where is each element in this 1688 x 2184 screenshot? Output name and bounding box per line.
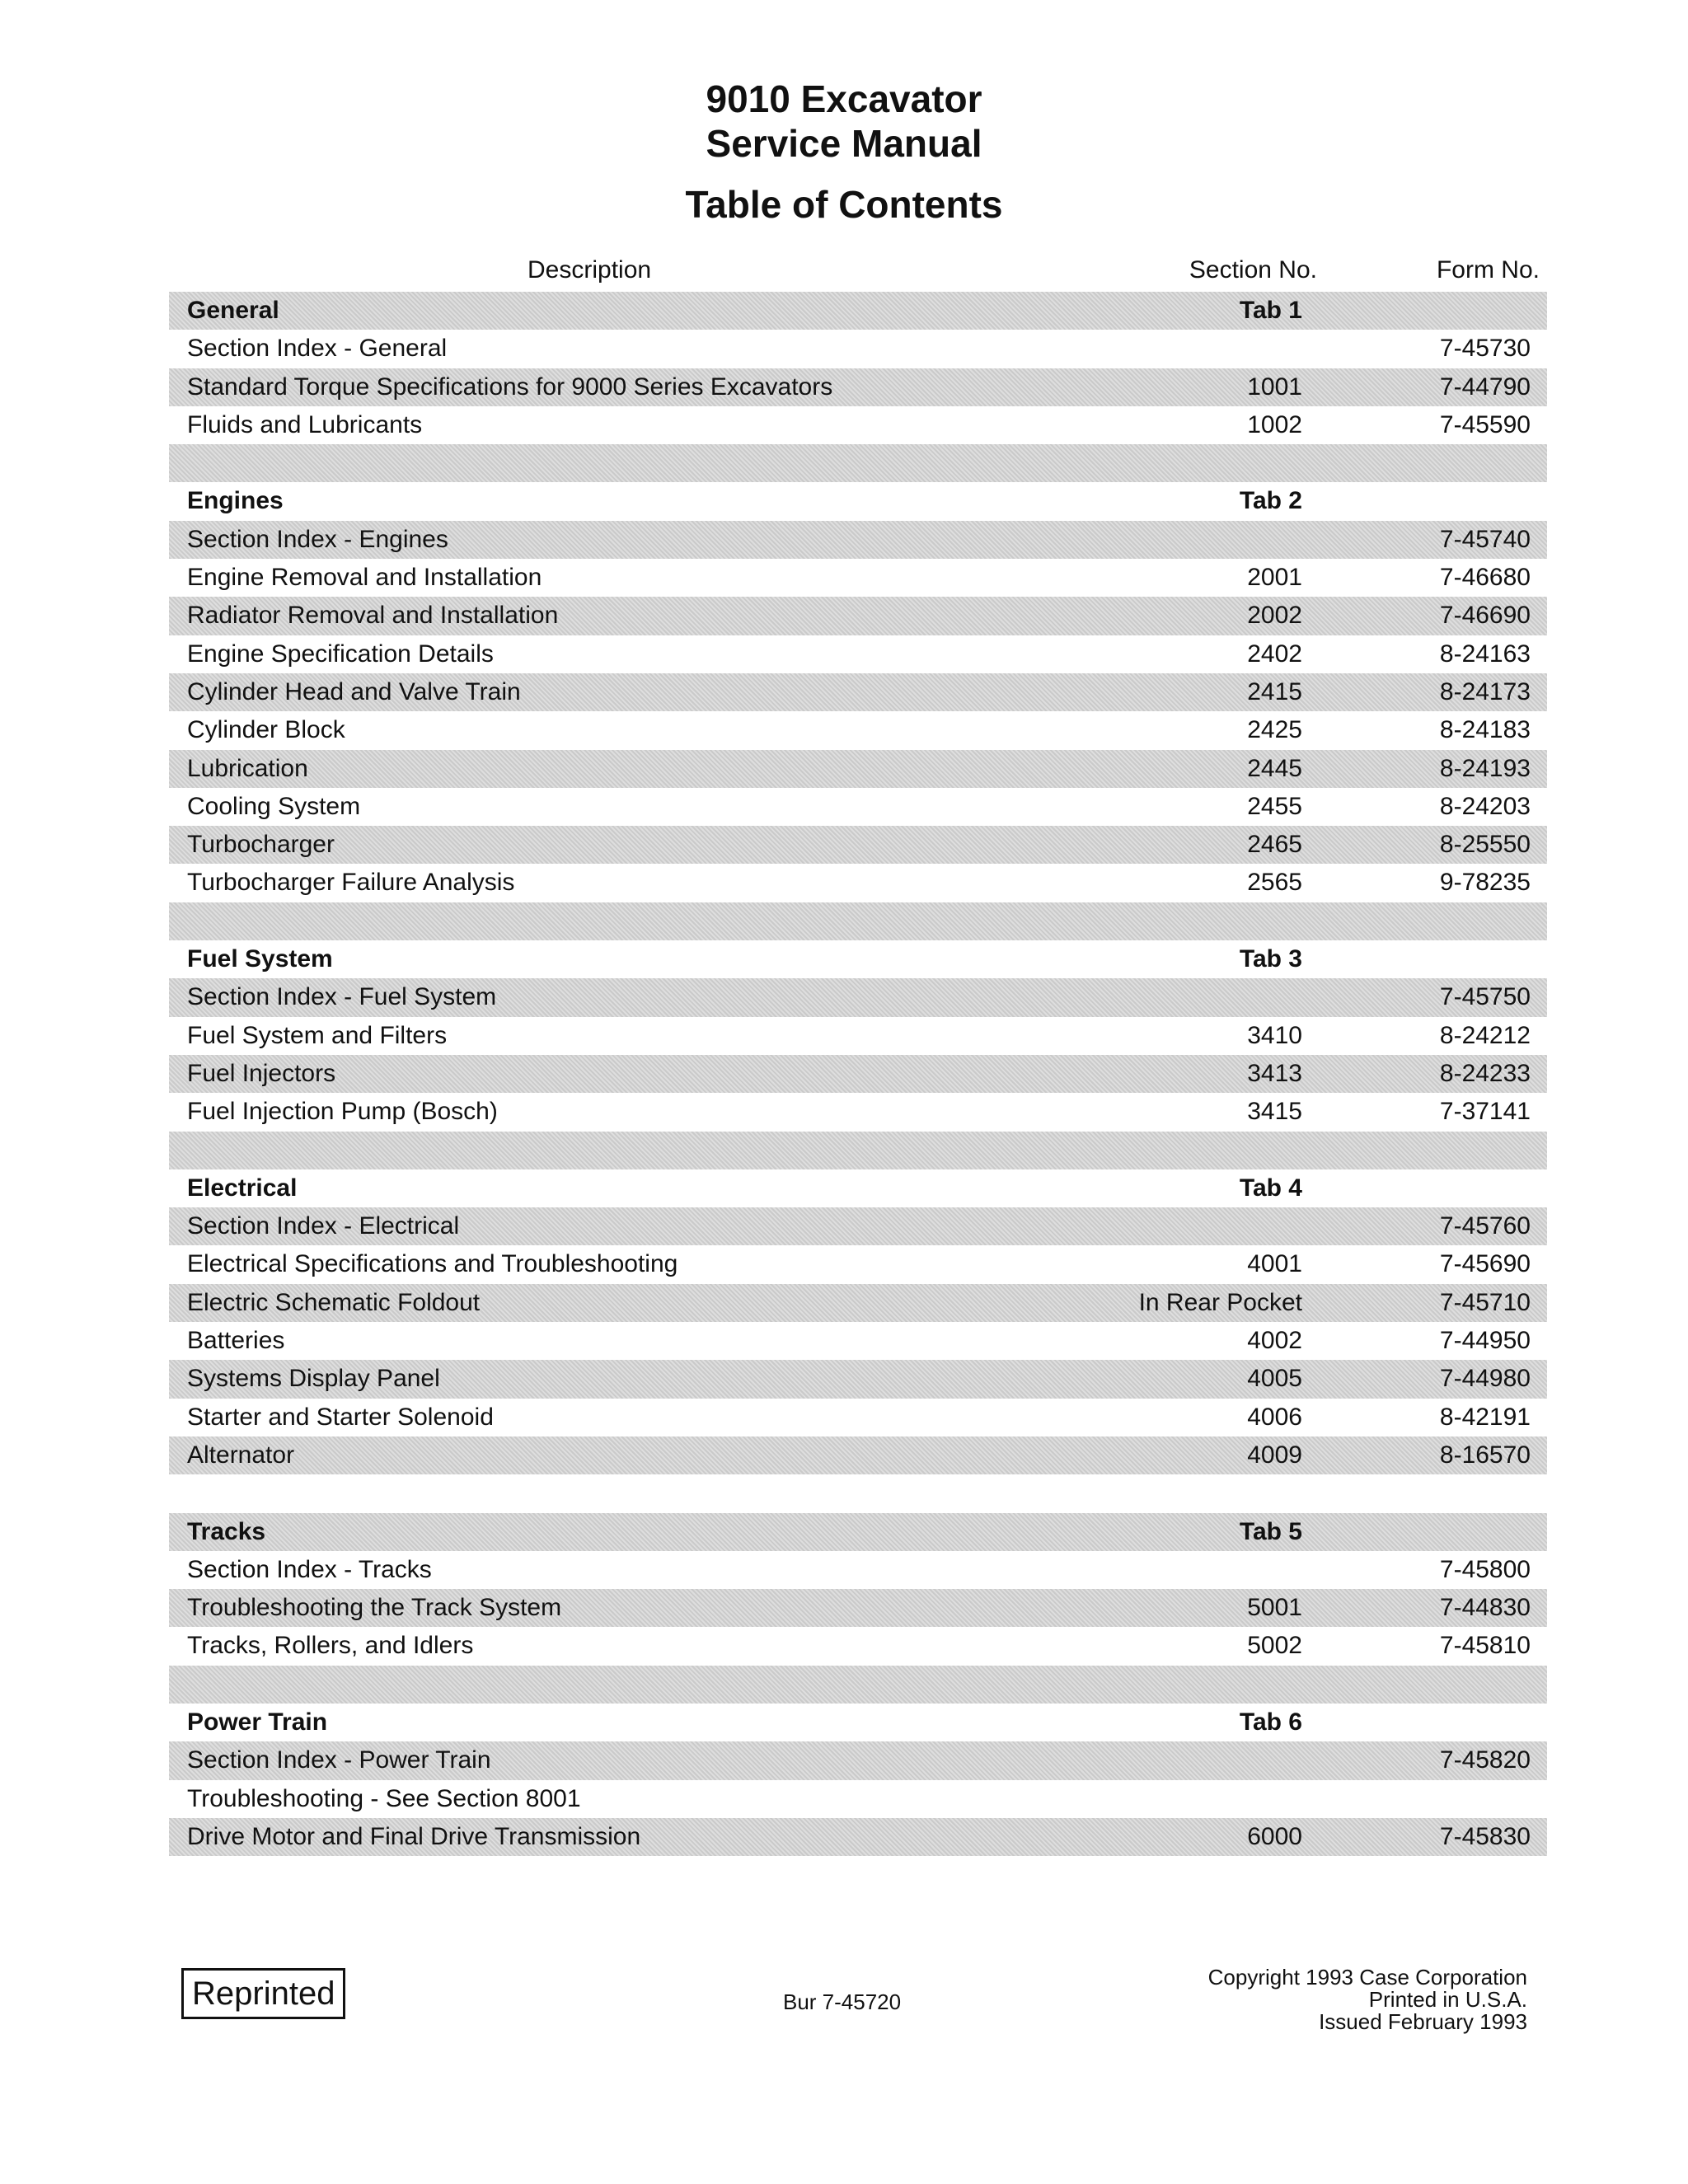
item-description: Section Index - Fuel System — [187, 983, 497, 1011]
item-description: Fuel Injectors — [187, 1059, 336, 1087]
item-description: Cylinder Block — [187, 716, 345, 744]
document-title-line2: Service Manual — [706, 122, 982, 165]
form-number: 7-45710 — [1439, 1288, 1531, 1316]
tab-label: Tab 1 — [1239, 297, 1302, 324]
item-description: Lubrication — [187, 754, 308, 782]
contents-table — [169, 292, 1547, 1856]
form-number: 8-24163 — [1439, 640, 1531, 668]
item-description: Section Index - Electrical — [187, 1212, 460, 1240]
form-number: 8-24212 — [1439, 1021, 1531, 1049]
table-row — [169, 1741, 1547, 1779]
form-number: 8-24173 — [1439, 677, 1531, 705]
table-row — [169, 711, 1547, 749]
table-of-contents-heading: Table of Contents — [685, 183, 1003, 226]
item-description: Engine Specification Details — [187, 640, 494, 668]
section-number: 4009 — [1247, 1441, 1302, 1469]
form-number: 7-44830 — [1439, 1594, 1531, 1622]
spacer-row — [169, 1474, 1547, 1512]
table-row — [169, 1245, 1547, 1283]
section-heading-row — [169, 940, 1547, 978]
item-description: Electric Schematic Foldout — [187, 1288, 481, 1316]
tab-label: Tab 6 — [1239, 1708, 1302, 1736]
table-row — [169, 406, 1547, 444]
section-number: 1001 — [1247, 373, 1302, 401]
table-row — [169, 597, 1547, 635]
item-description: Drive Motor and Final Drive Transmission — [187, 1822, 641, 1850]
copyright-block — [1208, 1966, 1527, 2033]
section-number: 4005 — [1247, 1365, 1302, 1393]
section-number: 3415 — [1247, 1098, 1302, 1126]
form-number: 8-25550 — [1439, 831, 1531, 859]
section-number: 4006 — [1247, 1403, 1302, 1431]
section-number: 2001 — [1247, 564, 1302, 592]
column-header-section: Section No. — [1189, 256, 1317, 284]
item-description: Fuel Injection Pump (Bosch) — [187, 1098, 498, 1126]
table-row — [169, 1093, 1547, 1131]
section-number: 3410 — [1247, 1021, 1302, 1049]
item-description: Section Index - General — [187, 335, 448, 363]
section-title: Engines — [187, 487, 284, 515]
table-row — [169, 1551, 1547, 1589]
item-description: Starter and Starter Solenoid — [187, 1403, 494, 1431]
section-number: 2002 — [1247, 602, 1302, 630]
form-number: 8-42191 — [1439, 1403, 1531, 1431]
item-description: Fluids and Lubricants — [187, 410, 423, 438]
document-title: 9010 Excavator — [706, 77, 982, 120]
form-number: 7-45830 — [1439, 1822, 1531, 1850]
table-row — [169, 1207, 1547, 1245]
item-description: Tracks, Rollers, and Idlers — [187, 1632, 474, 1660]
reprinted-stamp: Reprinted — [181, 1968, 345, 2019]
item-description: Batteries — [187, 1327, 285, 1355]
table-row — [169, 368, 1547, 406]
table-row — [169, 1017, 1547, 1055]
form-number: 7-45760 — [1439, 1212, 1531, 1240]
form-number: 7-44980 — [1439, 1365, 1531, 1393]
item-description: Turbocharger — [187, 831, 335, 859]
table-row — [169, 635, 1547, 673]
form-number: 7-44950 — [1439, 1327, 1531, 1355]
section-title: General — [187, 297, 279, 324]
spacer-row — [169, 1132, 1547, 1169]
section-number: 2445 — [1247, 754, 1302, 782]
section-number: In Rear Pocket — [1138, 1288, 1302, 1316]
section-number: 5001 — [1247, 1594, 1302, 1622]
column-header-form: Form No. — [1436, 256, 1540, 284]
table-row — [169, 521, 1547, 559]
section-number: 1002 — [1247, 410, 1302, 438]
table-row — [169, 1436, 1547, 1474]
printed-line: Printed in U.S.A. — [1368, 1987, 1527, 2012]
table-row — [169, 978, 1547, 1016]
table-row — [169, 1284, 1547, 1322]
section-number: 5002 — [1247, 1632, 1302, 1660]
item-description: Standard Torque Specifications for 9000 Series Excavators — [187, 373, 833, 401]
table-row — [169, 673, 1547, 711]
section-number: 2565 — [1247, 869, 1302, 897]
item-description: Fuel System and Filters — [187, 1021, 448, 1049]
item-description: Section Index - Power Train — [187, 1746, 491, 1774]
table-row — [169, 330, 1547, 368]
section-title: Power Train — [187, 1708, 328, 1736]
section-title: Electrical — [187, 1174, 298, 1202]
item-description: Systems Display Panel — [187, 1365, 440, 1393]
section-heading-row — [169, 482, 1547, 520]
table-row — [169, 1322, 1547, 1360]
table-row — [169, 1360, 1547, 1398]
form-number: 7-37141 — [1439, 1098, 1531, 1126]
form-number: 7-45730 — [1439, 335, 1531, 363]
form-number: 8-24233 — [1439, 1059, 1531, 1087]
form-number: 8-24183 — [1439, 716, 1531, 744]
item-description: Cylinder Head and Valve Train — [187, 677, 521, 705]
form-number: 7-45690 — [1439, 1250, 1531, 1278]
item-description: Electrical Specifications and Troubleshooting — [187, 1250, 678, 1278]
item-description: Section Index - Tracks — [187, 1555, 432, 1583]
spacer-row — [169, 902, 1547, 940]
tab-label: Tab 4 — [1239, 1174, 1302, 1202]
item-description: Engine Removal and Installation — [187, 564, 542, 592]
table-row — [169, 864, 1547, 902]
form-number: 7-45810 — [1439, 1632, 1531, 1660]
spacer-row — [169, 1666, 1547, 1704]
form-number: 7-45800 — [1439, 1555, 1531, 1583]
section-number: 2465 — [1247, 831, 1302, 859]
issued-line: Issued February 1993 — [1319, 2009, 1527, 2034]
item-description: Cooling System — [187, 792, 361, 820]
form-number: 8-24203 — [1439, 792, 1531, 820]
table-row — [169, 559, 1547, 597]
table-row — [169, 1627, 1547, 1665]
item-description: Alternator — [187, 1441, 295, 1469]
form-number: 9-78235 — [1439, 869, 1531, 897]
section-heading-row — [169, 292, 1547, 330]
tab-label: Tab 3 — [1239, 945, 1302, 973]
table-row — [169, 1399, 1547, 1436]
form-number: 7-44790 — [1439, 373, 1531, 401]
section-number: 4001 — [1247, 1250, 1302, 1278]
form-number: 7-45590 — [1439, 410, 1531, 438]
item-description: Troubleshooting - See Section 8001 — [187, 1784, 581, 1812]
section-number: 4002 — [1247, 1327, 1302, 1355]
table-row — [169, 1818, 1547, 1856]
tab-label: Tab 5 — [1239, 1517, 1302, 1545]
item-description: Section Index - Engines — [187, 525, 448, 553]
section-number: 3413 — [1247, 1059, 1302, 1087]
section-heading-row — [169, 1704, 1547, 1741]
form-number: 7-46690 — [1439, 602, 1531, 630]
table-row — [169, 1055, 1547, 1093]
section-number: 2402 — [1247, 640, 1302, 668]
form-number: 7-45750 — [1439, 983, 1531, 1011]
bur-number: Bur 7-45720 — [783, 1990, 902, 2014]
copyright-line: Copyright 1993 Case Corporation — [1207, 1965, 1527, 1990]
section-number: 6000 — [1247, 1822, 1302, 1850]
item-description: Troubleshooting the Track System — [187, 1594, 562, 1622]
form-number: 8-24193 — [1439, 754, 1531, 782]
spacer-row — [169, 444, 1547, 482]
column-header-description: Description — [528, 256, 652, 284]
section-title: Tracks — [187, 1517, 266, 1545]
item-description: Turbocharger Failure Analysis — [187, 869, 515, 897]
table-row — [169, 826, 1547, 864]
section-title: Fuel System — [187, 945, 333, 973]
tab-label: Tab 2 — [1239, 487, 1302, 515]
form-number: 7-46680 — [1439, 564, 1531, 592]
section-heading-row — [169, 1169, 1547, 1207]
section-number: 2415 — [1247, 677, 1302, 705]
form-number: 7-45740 — [1439, 525, 1531, 553]
form-number: 7-45820 — [1439, 1746, 1531, 1774]
section-heading-row — [169, 1513, 1547, 1551]
form-number: 8-16570 — [1439, 1441, 1531, 1469]
table-row — [169, 788, 1547, 826]
table-row — [169, 1589, 1547, 1627]
table-row — [169, 750, 1547, 788]
section-number: 2425 — [1247, 716, 1302, 744]
section-number: 2455 — [1247, 792, 1302, 820]
item-description: Radiator Removal and Installation — [187, 602, 559, 630]
table-row — [169, 1780, 1547, 1818]
